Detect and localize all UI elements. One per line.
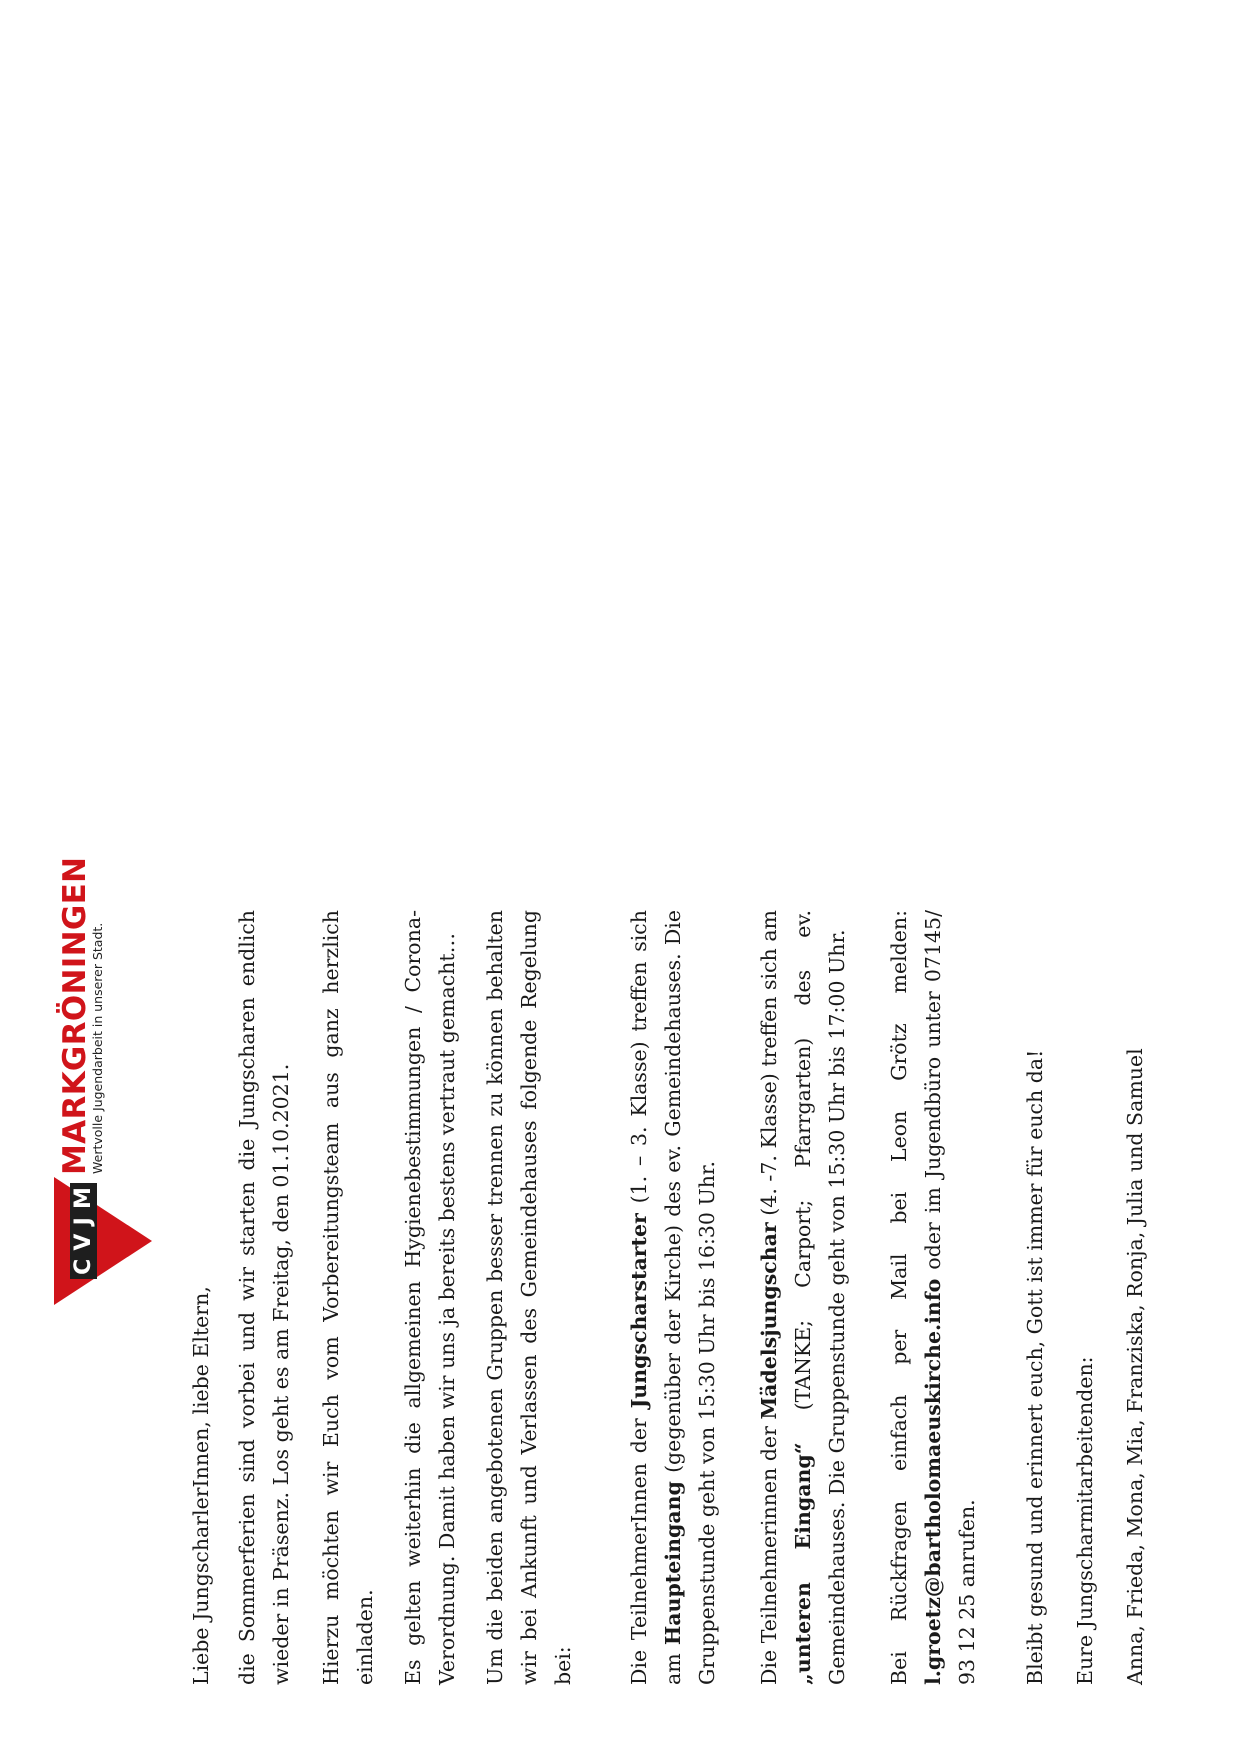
logo-letter-c: C: [70, 1258, 96, 1275]
signature-names: Anna, Frieda, Mona, Mia, Franziska, Ronja, Julia und Samuel: [1123, 1048, 1147, 1685]
paragraph-intro: die Sommerferien sind vorbei und wir starten die Jungscharen endlich wieder in Präsenz. Los geht es am Freitag, den 01.10.2021.: [235, 910, 293, 1685]
cvjm-logo: [54, 856, 164, 1305]
paragraph-hygiene: Es gelten weiterhin die allgemeinen Hygienebestimmungen / Corona-Verordnung. Damit haben wir uns ja bereits bestens vertraut gemacht…: [401, 910, 459, 1685]
paragraph-maedelsjungschar: [752, 910, 854, 1685]
text-run: Bei Rückfragen einfach per Mail bei Leon Grötz melden:: [887, 910, 911, 1685]
signature-intro: Eure Jungscharmitarbeitenden:: [1073, 1356, 1097, 1685]
text-run: Die Teilnehmerinnen der: [757, 1419, 781, 1685]
paragraph-invitation: Hierzu möchten wir Euch vom Vorbereitungsteam aus ganz herzlich einladen.: [319, 910, 377, 1685]
paragraph-contact: [882, 910, 984, 1685]
text-run: (4. -7. Klasse) treffen sich am: [757, 910, 781, 1223]
text-run: (1. – 3. Klasse) treffen sich am: [627, 910, 685, 1685]
group-name-jungscharstarter: Jungscharstarter: [627, 1213, 651, 1409]
brand-name: MARKGRÖNINGEN: [57, 856, 93, 1175]
text-run: Die TeilnehmerInnen der: [627, 1408, 651, 1685]
logo-letter-j: J: [70, 1217, 96, 1226]
text-run: (gegenüber der Kirche) des ev. Gemeindehauses. Die Gruppenstunde geht von 15:30 Uhr bis 16:30 Uhr.: [661, 910, 719, 1685]
contact-email: l.groetz@bartholomaeuskirche.info: [921, 1278, 945, 1685]
entrance-unterer-eingang: „unteren Eingang“: [791, 1442, 815, 1685]
paragraph-groups: Um die beiden angebotenen Gruppen besser trennen zu können behalten wir bei Ankunft und Verlassen des Gemeindehauses folgende Regelung bei:: [483, 910, 575, 1685]
text-run: (TANKE; Carport; Pfarrgarten) des ev. Gemeindehauses. Die Gruppenstunde geht von 15:30 Uhr bis 17:00 Uhr.: [791, 910, 849, 1685]
group-name-maedelsjungschar: Mädelsjungschar: [757, 1222, 781, 1420]
text-run: oder im Jugendbüro unter 07145/ 93 12 25 anrufen.: [921, 910, 979, 1685]
salutation: Liebe JungscharlerInnen, liebe Eltern,: [189, 1286, 213, 1685]
brand-tagline: Wertvolle Jugendarbeit in unserer Stadt.: [90, 922, 105, 1174]
logo-letter-m: M: [70, 1187, 96, 1210]
paragraph-jungscharstarter: [622, 910, 724, 1685]
rotated-letter: [57, 856, 1184, 1685]
logo-letter-v: V: [70, 1233, 96, 1251]
logo-letters: [70, 1183, 97, 1279]
paragraph-closing: Bleibt gesund und erinnert euch, Gott ist immer für euch da!: [1023, 1049, 1047, 1685]
entrance-haupteingang: Haupteingang: [661, 1481, 685, 1646]
